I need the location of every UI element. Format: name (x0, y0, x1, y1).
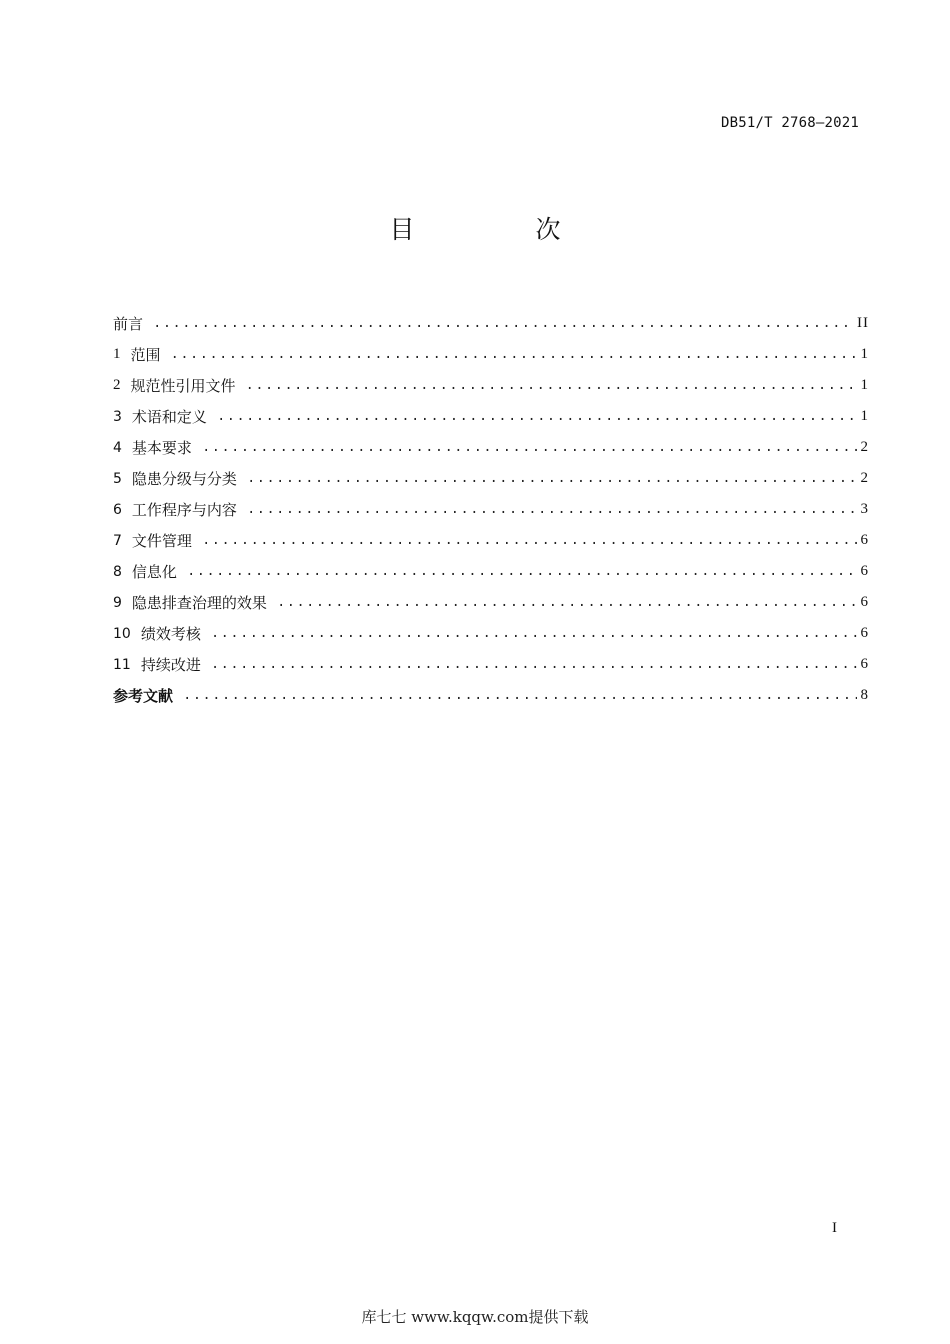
toc-entry-number: 3 (113, 408, 122, 425)
toc-entry-label: 基本要求 (131, 439, 192, 457)
toc-entry-number: 2 (113, 377, 121, 393)
toc-entry-terms-definitions[interactable] (113, 401, 869, 432)
download-source-footer: 库七七 www.kqqw.com提供下载 (361, 1308, 589, 1326)
toc-entry-label: 工作程序与内容 (131, 501, 237, 519)
toc-entry-page: 2 (860, 439, 869, 455)
dot-leader (247, 471, 857, 487)
toc-entry-number: 1 (113, 346, 121, 362)
toc-entry-performance-assessment[interactable] (113, 618, 869, 649)
dot-leader (202, 533, 857, 549)
page-number: I (832, 1220, 837, 1236)
toc-entry-bibliography[interactable] (113, 680, 869, 711)
toc-entry-foreword[interactable] (113, 308, 869, 339)
toc-entry-label: 信息化 (131, 563, 177, 581)
dot-leader (187, 564, 857, 580)
page-title: 目 次 (389, 215, 609, 244)
toc-entry-number: 10 (113, 625, 131, 642)
toc-entry-continuous-improvement[interactable] (113, 649, 869, 680)
dot-leader (171, 347, 857, 363)
toc-entry-page: 1 (860, 408, 869, 424)
dot-leader (153, 316, 853, 332)
toc-entry-label: 隐患排查治理的效果 (131, 594, 267, 612)
toc-entry-label: 参考文献 (113, 687, 174, 705)
toc-entry-label: 前言 (113, 315, 144, 333)
toc-entry-page: 6 (860, 594, 869, 610)
dot-leader (246, 378, 857, 394)
toc-entry-number: 4 (113, 439, 122, 456)
dot-leader (247, 502, 857, 518)
dot-leader (217, 409, 857, 425)
toc-entry-page: 1 (860, 377, 869, 393)
toc-entry-document-management[interactable] (113, 525, 869, 556)
toc-entry-page: 8 (860, 687, 869, 703)
toc-entry-label: 规范性引用文件 (130, 377, 236, 395)
document-code: DB51/T 2768—2021 (720, 115, 859, 131)
dot-leader (211, 657, 857, 673)
toc-entry-hazard-classification[interactable] (113, 463, 869, 494)
toc-entry-page: 2 (860, 470, 869, 486)
toc-entry-label: 文件管理 (131, 532, 192, 550)
toc-entry-number: 11 (113, 656, 131, 673)
toc-entry-scope[interactable] (113, 339, 869, 370)
dot-leader (211, 626, 857, 642)
dot-leader (277, 595, 857, 611)
toc-entry-label: 隐患分级与分类 (131, 470, 237, 488)
toc-entry-page: 3 (860, 501, 869, 517)
toc-entry-label: 范围 (130, 346, 161, 364)
toc-entry-page: 1 (860, 346, 869, 362)
toc-entry-basic-requirements[interactable] (113, 432, 869, 463)
toc-entry-page: 6 (860, 532, 869, 548)
table-of-contents (113, 308, 869, 711)
toc-entry-page: 6 (860, 625, 869, 641)
toc-entry-normative-references[interactable] (113, 370, 869, 401)
toc-entry-page: II (857, 315, 869, 331)
toc-entry-label: 持续改进 (140, 656, 201, 674)
toc-entry-number: 6 (113, 501, 122, 518)
toc-entry-effectiveness[interactable] (113, 587, 869, 618)
toc-entry-page: 6 (860, 656, 869, 672)
toc-entry-work-procedure[interactable] (113, 494, 869, 525)
toc-entry-page: 6 (860, 563, 869, 579)
toc-entry-informatization[interactable] (113, 556, 869, 587)
toc-entry-number: 5 (113, 470, 122, 487)
toc-entry-number: 9 (113, 594, 122, 611)
toc-entry-label: 绩效考核 (140, 625, 201, 643)
dot-leader (183, 688, 856, 704)
toc-entry-number: 7 (113, 532, 122, 549)
toc-entry-label: 术语和定义 (131, 408, 207, 426)
dot-leader (202, 440, 857, 456)
toc-entry-number: 8 (113, 563, 122, 580)
